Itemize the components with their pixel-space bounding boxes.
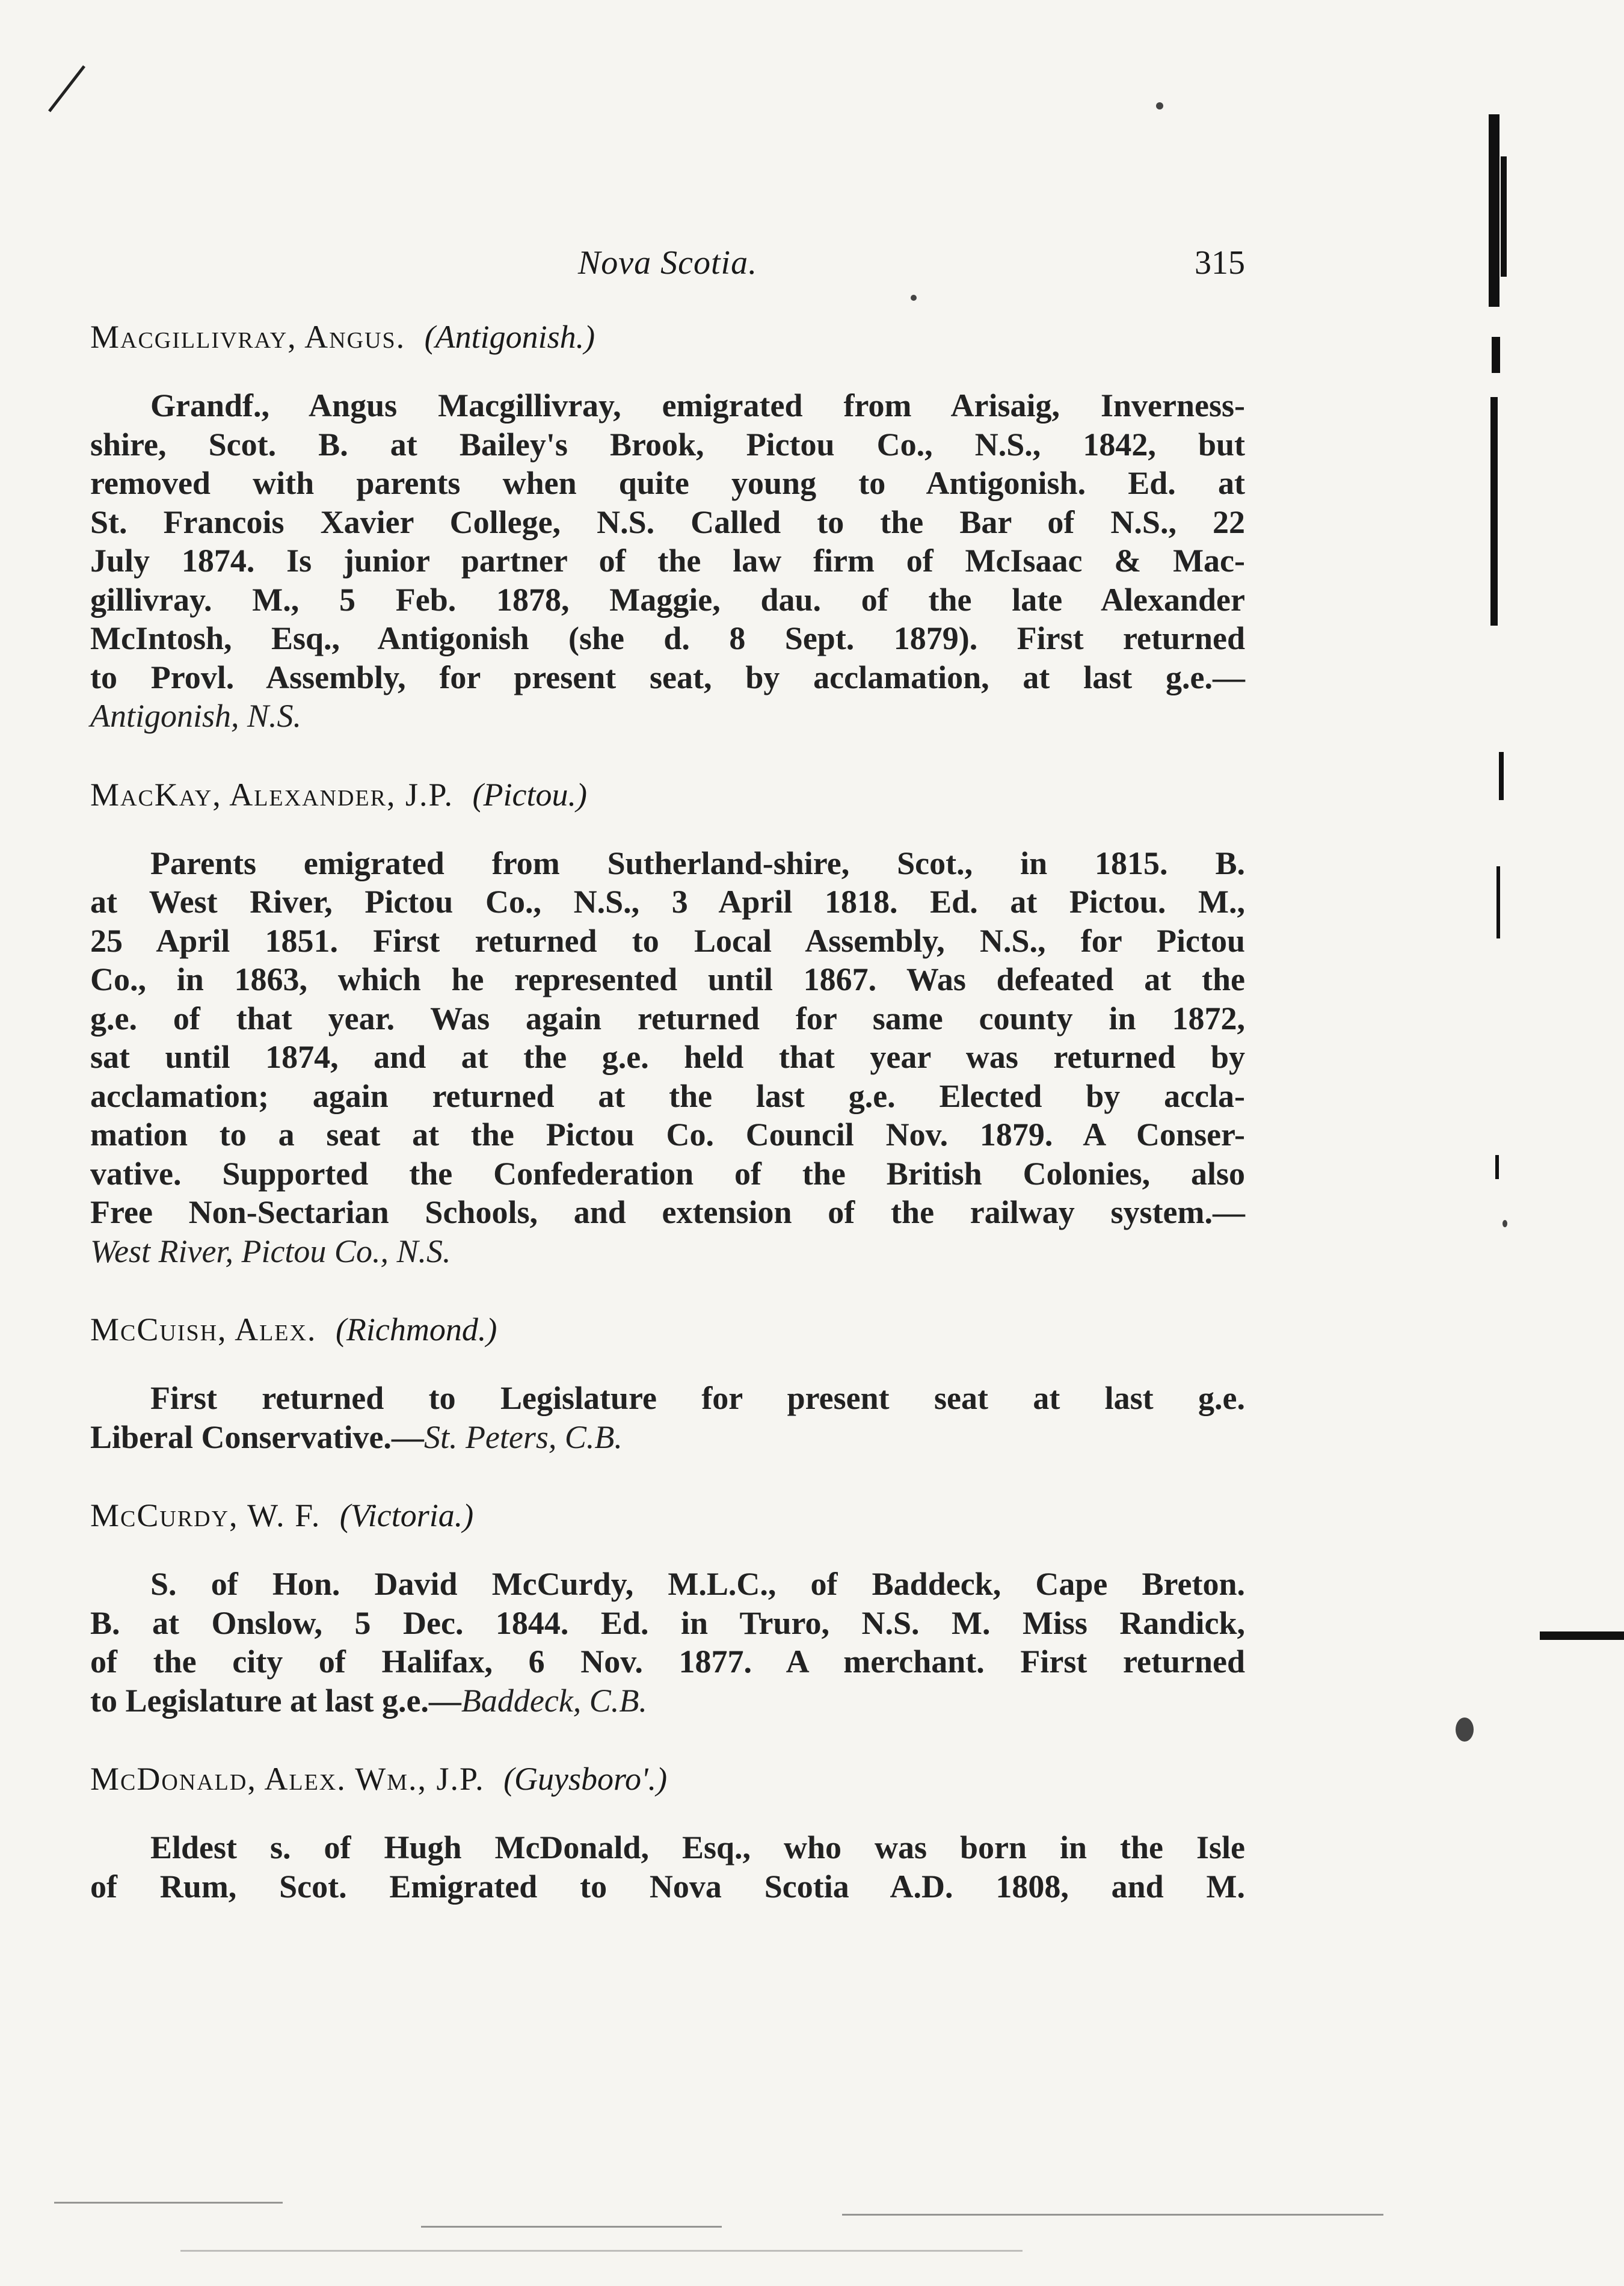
text-line: Liberal Conservative.— [90, 1419, 424, 1455]
text-line: acclamation; again returned at the last g.e. Elected by accla- [90, 1077, 1245, 1114]
entry-text [90, 1379, 1245, 1456]
entry-heading [90, 1755, 1245, 1803]
entry-name: Macgillivray, Angus. [90, 319, 406, 355]
scan-edge-bar [1490, 397, 1498, 626]
text-line: of the city of Halifax, 6 Nov. 1877. A merchant. First returned [90, 1644, 1245, 1680]
text-line: Free Non-Sectarian Schools, and extension of the railway system.— [90, 1194, 1245, 1230]
text-line: at West River, Pictou Co., N.S., 3 April 1818. Ed. at Pictou. M., [90, 884, 1245, 920]
entry [90, 1305, 1245, 1456]
text-line: to Legislature at last g.e.— [90, 1682, 461, 1719]
entries-list [90, 313, 1245, 1941]
text-line: of Rum, Scot. Emigrated to Nova Scotia A.D. 1808, and M. [90, 1868, 1245, 1905]
text-line: July 1874. Is junior partner of the law firm of McIsaac & Mac- [90, 543, 1245, 579]
text-line: shire, Scot. B. at Bailey's Brook, Pictou Co., N.S., 1842, but [90, 426, 1245, 463]
text-line: S. of Hon. David McCurdy, M.L.C., of Baddeck, Cape Breton. [150, 1566, 1245, 1602]
text-line: B. at Onslow, 5 Dec. 1844. Ed. in Truro, N.S. M. Miss Randick, [90, 1604, 1245, 1641]
entry-address: West River, Pictou Co., N.S. [90, 1233, 451, 1269]
ink-speck [1456, 1718, 1474, 1742]
entry [90, 313, 1245, 736]
entry-constituency: (Richmond.) [335, 1311, 497, 1348]
entry-text [90, 1828, 1245, 1906]
text-line: vative. Supported the Confederation of the British Colonies, also [90, 1155, 1245, 1192]
text-line: 25 April 1851. First returned to Local Assembly, N.S., for Pictou [90, 922, 1245, 959]
scan-edge-bar [1496, 866, 1500, 938]
scan-edge-bar [1540, 1631, 1624, 1640]
entry-heading [90, 771, 1245, 819]
entry-heading [90, 1491, 1245, 1539]
scan-noise [180, 2250, 1023, 2252]
running-title: Nova Scotia. [577, 244, 758, 282]
text-line: mation to a seat at the Pictou Co. Council Nov. 1879. A Conser- [90, 1117, 1245, 1153]
text-line: McIntosh, Esq., Antigonish (she d. 8 Sept. 1879). First returned [90, 620, 1245, 656]
entry-name: MacKay, Alexander, J.P. [90, 776, 454, 813]
text-line: First returned to Legislature for present seat at last g.e. [150, 1380, 1245, 1416]
entry [90, 1491, 1245, 1720]
entry-constituency: (Antigonish.) [424, 319, 595, 355]
entry-heading [90, 313, 1245, 361]
scan-edge-bar [1501, 156, 1507, 277]
entry-text [90, 1565, 1245, 1720]
text-line: gillivray. M., 5 Feb. 1878, Maggie, dau. of the late Alexander [90, 581, 1245, 618]
entry-name: McCuish, Alex. [90, 1311, 317, 1348]
running-header [90, 244, 1245, 292]
entry-text [90, 386, 1245, 736]
text-line: Eldest s. of Hugh McDonald, Esq., who was born in the Isle [150, 1829, 1245, 1865]
entry-address: Antigonish, N.S. [90, 698, 302, 734]
scan-edge-bar [1499, 752, 1504, 800]
scan-edge-bar [1489, 114, 1499, 307]
entry-address: Baddeck, C.B. [461, 1682, 647, 1719]
margin-pen-mark [42, 60, 90, 120]
text-line: removed with parents when quite young to Antigonish. Ed. at [90, 465, 1245, 501]
entry [90, 771, 1245, 1271]
entry [90, 1755, 1245, 1906]
entry-constituency: (Pictou.) [472, 776, 587, 813]
entry-address: St. Peters, C.B. [423, 1419, 623, 1455]
entry-constituency: (Guysboro'.) [503, 1761, 668, 1797]
entry-name: McDonald, Alex. Wm., J.P. [90, 1761, 485, 1797]
entry-text [90, 844, 1245, 1271]
entry-heading [90, 1305, 1245, 1354]
text-line: sat until 1874, and at the g.e. held that year was returned by [90, 1039, 1245, 1075]
scan-noise [54, 2202, 283, 2204]
scan-edge-bar [1492, 337, 1500, 373]
text-line: Parents emigrated from Sutherland-shire, Scot., in 1815. B. [150, 845, 1245, 881]
text-line: Co., in 1863, which he represented until 1867. Was defeated at the [90, 961, 1245, 997]
scan-noise [842, 2214, 1383, 2216]
page-number: 315 [1195, 244, 1245, 282]
scan-noise [421, 2226, 722, 2228]
scan-edge-bar [1495, 1155, 1499, 1179]
entry-name: McCurdy, W. F. [90, 1497, 321, 1533]
entry-constituency: (Victoria.) [339, 1497, 474, 1533]
text-line: St. Francois Xavier College, N.S. Called to the Bar of N.S., 22 [90, 504, 1245, 540]
text-line: g.e. of that year. Was again returned for same county in 1872, [90, 1000, 1245, 1037]
text-line: to Provl. Assembly, for present seat, by acclamation, at last g.e.— [90, 659, 1245, 695]
text-line: Grandf., Angus Macgillivray, emigrated from Arisaig, Inverness- [150, 387, 1245, 424]
ink-speck [1503, 1220, 1507, 1227]
ink-speck [911, 295, 917, 301]
ink-speck [1156, 102, 1163, 109]
